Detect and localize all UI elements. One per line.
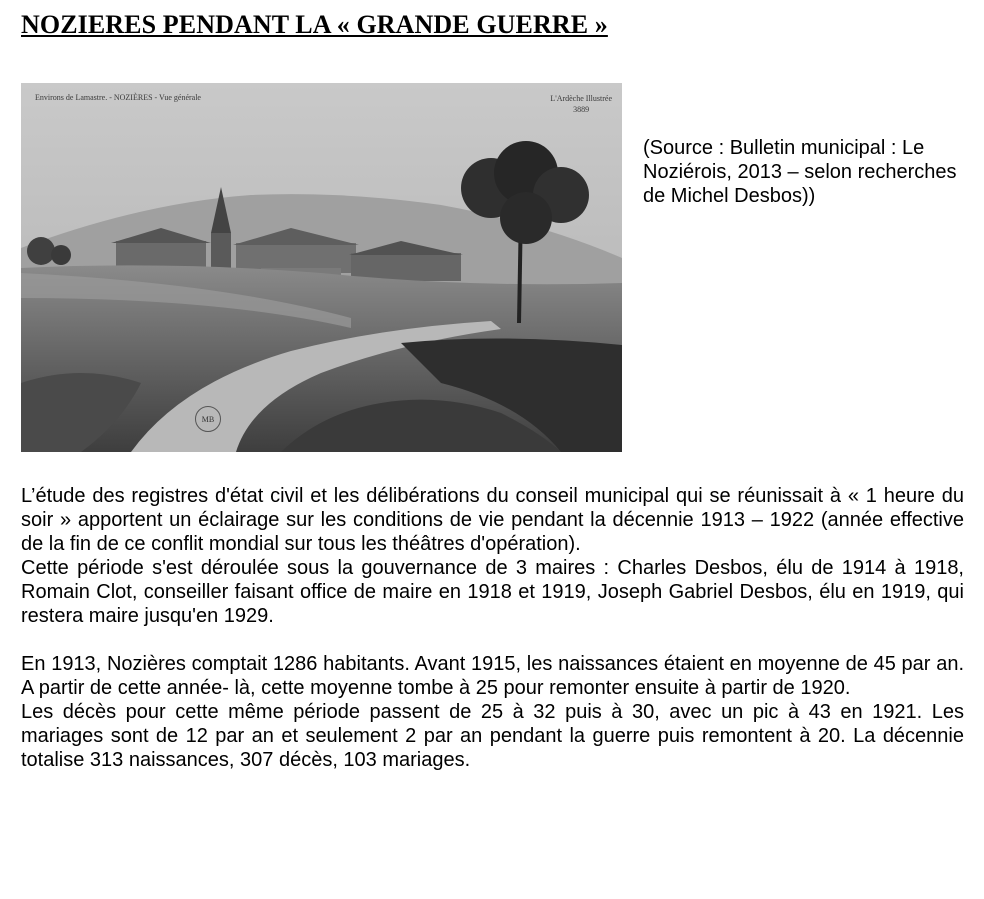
paragraph-habitants: En 1913, Nozières comptait 1286 habitants. Avant 1915, les naissances étaient en moyenne de 45 par an. A partir de cette année- là, cette moyenne tombe à 25 pour remonter ensuite à partir de 1920. [21, 653, 964, 699]
page-title: NOZIERES PENDANT LA « GRANDE GUERRE » [21, 10, 608, 39]
photo-caption-left: Environs de Lamastre. - NOZIÈRES - Vue générale [35, 93, 201, 102]
village-photo-illustration [21, 83, 622, 452]
photo-stamp: MB [195, 406, 221, 432]
photo-caption-right [550, 93, 612, 115]
photo-number: 3889 [573, 105, 590, 114]
source-note: (Source : Bulletin municipal : Le Noziérois, 2013 – selon recherches de Michel Desbos)) [643, 137, 957, 207]
paragraph-deces: Les décès pour cette même période passent de 25 à 32 puis à 30, avec un pic à 43 en 1921. Les mariages sont de 12 par an et seulement 2 par an pendant la guerre puis remontent à 20. La décennie totalise 313 naissances, 307 décès, 103 mariages. [21, 701, 964, 771]
article-body [21, 484, 964, 772]
village-photograph [21, 83, 622, 452]
paragraph-spacer [21, 628, 964, 652]
paragraph-maires: Cette période s'est déroulée sous la gouvernance de 3 maires : Charles Desbos, élu de 1914 à 1918, Romain Clot, conseiller faisant office de maire en 1918 et 1919, Joseph Gabriel Desbos, élu en 1919, qui restera maire jusqu'en 1929. [21, 557, 964, 627]
photo-publisher: L'Ardèche Illustrée [550, 94, 612, 103]
paragraph-registres: L’étude des registres d'état civil et les délibérations du conseil municipal qui se réunissait à « 1 heure du soir » apportent un éclairage sur les conditions de vie pendant la décennie 1913 – 1922 (année effective de la fin de ce conflit mondial sur tous les théâtres d'opération). [21, 485, 964, 555]
